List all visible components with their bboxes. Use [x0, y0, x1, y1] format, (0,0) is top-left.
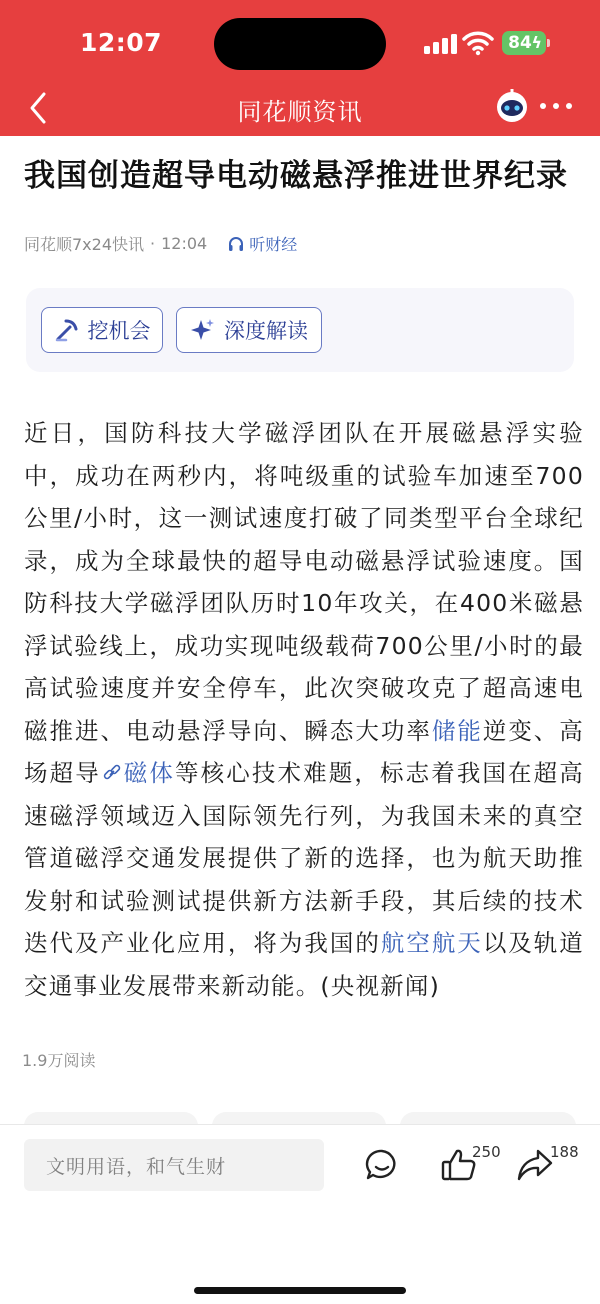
- bottom-action-bar: [0, 1124, 600, 1304]
- aerospace-link[interactable]: 航空航天: [380, 929, 483, 957]
- share-icon[interactable]: [516, 1147, 554, 1183]
- dig-opportunity-button[interactable]: [41, 307, 163, 353]
- sparkle-icon: [190, 317, 216, 343]
- body-segment: 逆变、高场超导: [24, 716, 584, 787]
- energy-storage-link[interactable]: 储能: [431, 716, 483, 745]
- battery-indicator: [502, 31, 546, 55]
- magnet-link[interactable]: 磁体: [122, 759, 176, 787]
- charging-icon: ϟ: [531, 33, 542, 52]
- article-body: [24, 412, 584, 1007]
- robot-icon[interactable]: [494, 88, 530, 124]
- article-source: 同花顺7x24快讯: [24, 235, 145, 254]
- article-time: 12:04: [161, 234, 208, 253]
- share-count: 188: [550, 1143, 579, 1161]
- more-icon[interactable]: [540, 100, 572, 112]
- nav-title: 同花顺资讯: [237, 98, 363, 126]
- article-title: 我国创造超导电动磁悬浮推进世界纪录: [24, 158, 568, 194]
- dynamic-island: [214, 18, 386, 70]
- signal-icon: [424, 34, 458, 54]
- deep-read-button[interactable]: [176, 307, 322, 353]
- app-header: [0, 0, 600, 136]
- home-indicator: [194, 1287, 406, 1294]
- wifi-icon: [462, 30, 494, 56]
- like-count: 250: [472, 1143, 501, 1161]
- article-meta: [24, 232, 297, 255]
- dig-opportunity-label: 挖机会: [87, 319, 151, 343]
- read-count: 1.9万阅读: [22, 1051, 96, 1070]
- deep-read-label: 深度解读: [224, 319, 308, 343]
- body-segment: 近日，国防科技大学磁浮团队在开展磁悬浮实验中，成功在两秒内，将吨级重的试验车加速至700公里/小时，这一测试速度打破了同类型平台全球纪录，成为全球最快的超导电动磁悬浮试验速度。国防科技大学磁浮团队历时10年攻关，在400米磁悬浮试验线上，成功实现吨级载荷700公里/小时的最高试验速度并安全停车，此次突破攻克了超高速电磁推进、电动悬浮导向、瞬态大功率: [24, 419, 584, 745]
- link-icon: [102, 763, 122, 783]
- pick-icon: [54, 317, 80, 343]
- listen-button[interactable]: [227, 232, 297, 255]
- status-time: 12:07: [80, 28, 163, 57]
- meta-separator: ·: [150, 234, 156, 253]
- battery-level: 84: [508, 33, 532, 53]
- comment-icon[interactable]: [364, 1147, 400, 1183]
- listen-label: 听财经: [249, 235, 298, 254]
- comment-input[interactable]: 文明用语，和气生财: [24, 1139, 324, 1191]
- ai-action-card: [26, 288, 574, 372]
- body-segment: 以及轨道交通事业发展带来新动能。(央视新闻): [24, 929, 584, 1000]
- headphone-icon: [227, 235, 245, 253]
- body-segment: 等核心技术难题，标志着我国在超高速磁浮领域迈入国际领先行列，为我国未来的真空管道磁浮交通发展提供了新的选择，也为航天助推发射和试验测试提供新方法新手段，其后续的技术迭代及产业化应用，将为我国的: [24, 759, 584, 957]
